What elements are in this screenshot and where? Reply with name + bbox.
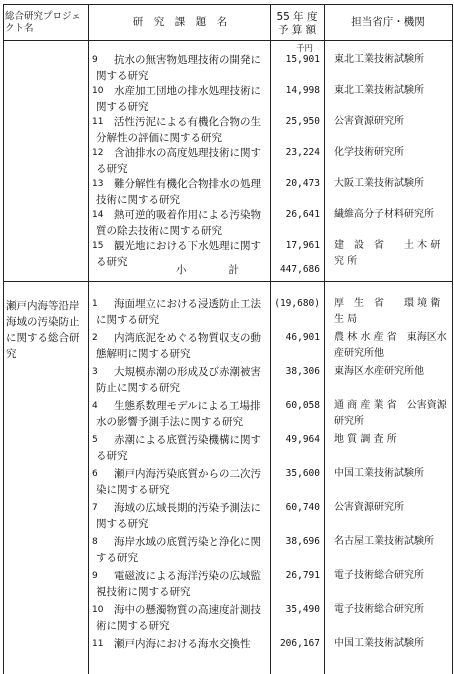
row-budget: 60,058 [285, 400, 320, 411]
row-title: 観光地における下水処理に関する研究 [96, 240, 261, 268]
row-agency: 通 商 産 業 省 公害資源研究所 [334, 400, 447, 427]
row-number: 12 [92, 148, 104, 158]
group-separator-rule [3, 281, 452, 282]
row-budget: 14,998 [285, 85, 320, 96]
row-title: 水産加工団地の排水処理技術に関する研究 [96, 85, 261, 113]
row-agency: 中国工業技術試験所 [334, 638, 424, 649]
row-budget: 38,306 [285, 366, 320, 377]
row-title: 海面埋立における浸透防止工法に関する研究 [96, 298, 261, 326]
row-number: 10 [92, 86, 104, 96]
budget-unit: 千円 [296, 44, 314, 54]
row-title: 瀬戸内海汚染底質からの二次汚染に関する研究 [96, 468, 261, 496]
row-number: 15 [92, 241, 104, 251]
table-top-rule [3, 4, 452, 5]
row-budget: 15,901 [285, 54, 320, 65]
row-title: 内湾底泥をめぐる物質収支の動態解明に関する研究 [96, 332, 261, 360]
table-vertical-rule [270, 4, 271, 674]
row-budget: 49,964 [285, 434, 320, 445]
header-project-col: 総合研究プロジェクト名 [5, 11, 81, 34]
row-agency: 建 設 省 土 木 研 究 所 [334, 240, 441, 267]
row-title: 生態系数理モデルによる工場排水の影響予測手法に関する研究 [96, 400, 261, 428]
header-budget-line1: 55 年 度 [276, 11, 318, 23]
row-title: 抗水の無害物処理技術の開発に関する研究 [96, 54, 261, 82]
header-bottom-rule [3, 40, 452, 41]
row-agency: 公害資源研究所 [334, 116, 404, 127]
row-number: 9 [92, 55, 98, 65]
row-agency: 名古屋工業技術試験所 [334, 536, 434, 547]
row-agency: 大阪工業技術試験所 [334, 178, 424, 189]
row-number: 1 [92, 299, 98, 309]
row-budget: 25,950 [285, 116, 320, 127]
row-number: 2 [92, 333, 98, 343]
table-vertical-rule [324, 4, 325, 674]
row-number: 11 [92, 639, 104, 649]
row-title: 活性汚泥による有機化合物の生分解性の評価に関する研究 [96, 116, 261, 144]
row-budget: 23,224 [285, 147, 320, 158]
row-agency: 繊維高分子材料研究所 [334, 209, 434, 220]
row-title: 海中の懸濁物質の高速度計測技術に関する研究 [96, 604, 261, 632]
row-title: 含油排水の高度処理技術に関する研究 [96, 147, 261, 175]
row-agency: 地 質 調 査 所 [334, 434, 397, 445]
row-number: 9 [92, 571, 98, 581]
row-agency: 電子技術総合研究所 [334, 604, 424, 615]
row-budget: 60,740 [285, 502, 320, 513]
row-budget: 35,600 [285, 468, 320, 479]
row-title: 難分解性有機化合物排水の処理技術に関する研究 [96, 178, 261, 206]
row-number: 7 [92, 503, 98, 513]
subtotal-value: 447,686 [279, 264, 320, 275]
row-agency: 化学技術研究所 [334, 147, 404, 158]
row-title: 海域の広域長期的汚染予測法に関する研究 [96, 502, 261, 530]
row-budget: 38,696 [285, 536, 320, 547]
row-number: 4 [92, 401, 98, 411]
header-budget-line2: 予 算 額 [277, 24, 317, 36]
row-number: 8 [92, 537, 98, 547]
row-agency: 中国工業技術試験所 [334, 468, 424, 479]
row-title: 海岸水域の底質汚染と浄化に関する研究 [96, 536, 261, 564]
header-agency-col: 担当省庁・機関 [351, 16, 425, 28]
project-name: 瀬戸内海等沿岸海域の汚染防止に関する総合研究 [6, 300, 80, 360]
row-agency: 電子技術総合研究所 [334, 570, 424, 581]
row-agency: 厚 生 省 環 境 衛 生 局 [334, 298, 441, 325]
row-number: 14 [92, 210, 104, 220]
table-vertical-rule [3, 4, 4, 674]
row-title: 電磁波による海洋汚染の広域監視技術に関する研究 [96, 570, 261, 598]
row-budget: 17,961 [285, 240, 320, 251]
row-number: 3 [92, 367, 98, 377]
row-number: 5 [92, 435, 98, 445]
subtotal-label: 小 計 [176, 264, 239, 276]
row-number: 13 [92, 179, 104, 189]
row-budget: 206,167 [279, 638, 320, 649]
row-title: 熱可逆的吸着作用による汚染物質の除去技術に関する研究 [96, 209, 261, 237]
row-agency: 公害資源研究所 [334, 502, 404, 513]
row-number: 11 [92, 117, 104, 127]
row-number: 10 [92, 605, 104, 615]
row-budget: 46,901 [285, 332, 320, 343]
row-budget: (19,680) [274, 298, 320, 309]
row-title: 瀬戸内海における海水交換性 [114, 638, 251, 650]
row-budget: 20,473 [285, 178, 320, 189]
row-agency: 東海区水産研究所他 [334, 366, 424, 377]
row-budget: 35,490 [285, 604, 320, 615]
row-agency: 農 林 水 産 省 東海区水産研究所他 [334, 332, 447, 359]
table-vertical-rule [452, 4, 453, 674]
table-vertical-rule [88, 4, 89, 674]
row-agency: 東北工業技術試験所 [334, 54, 424, 65]
header-title-col: 研 究 課 題 名 [132, 16, 228, 28]
row-agency: 東北工業技術試験所 [334, 85, 424, 96]
row-budget: 26,791 [285, 570, 320, 581]
row-title: 赤潮による底質汚染機構に関する研究 [96, 434, 261, 462]
row-budget: 26,641 [285, 209, 320, 220]
row-number: 6 [92, 469, 98, 479]
row-title: 大規模赤潮の形成及び赤潮被害防止に関する研究 [96, 366, 261, 394]
